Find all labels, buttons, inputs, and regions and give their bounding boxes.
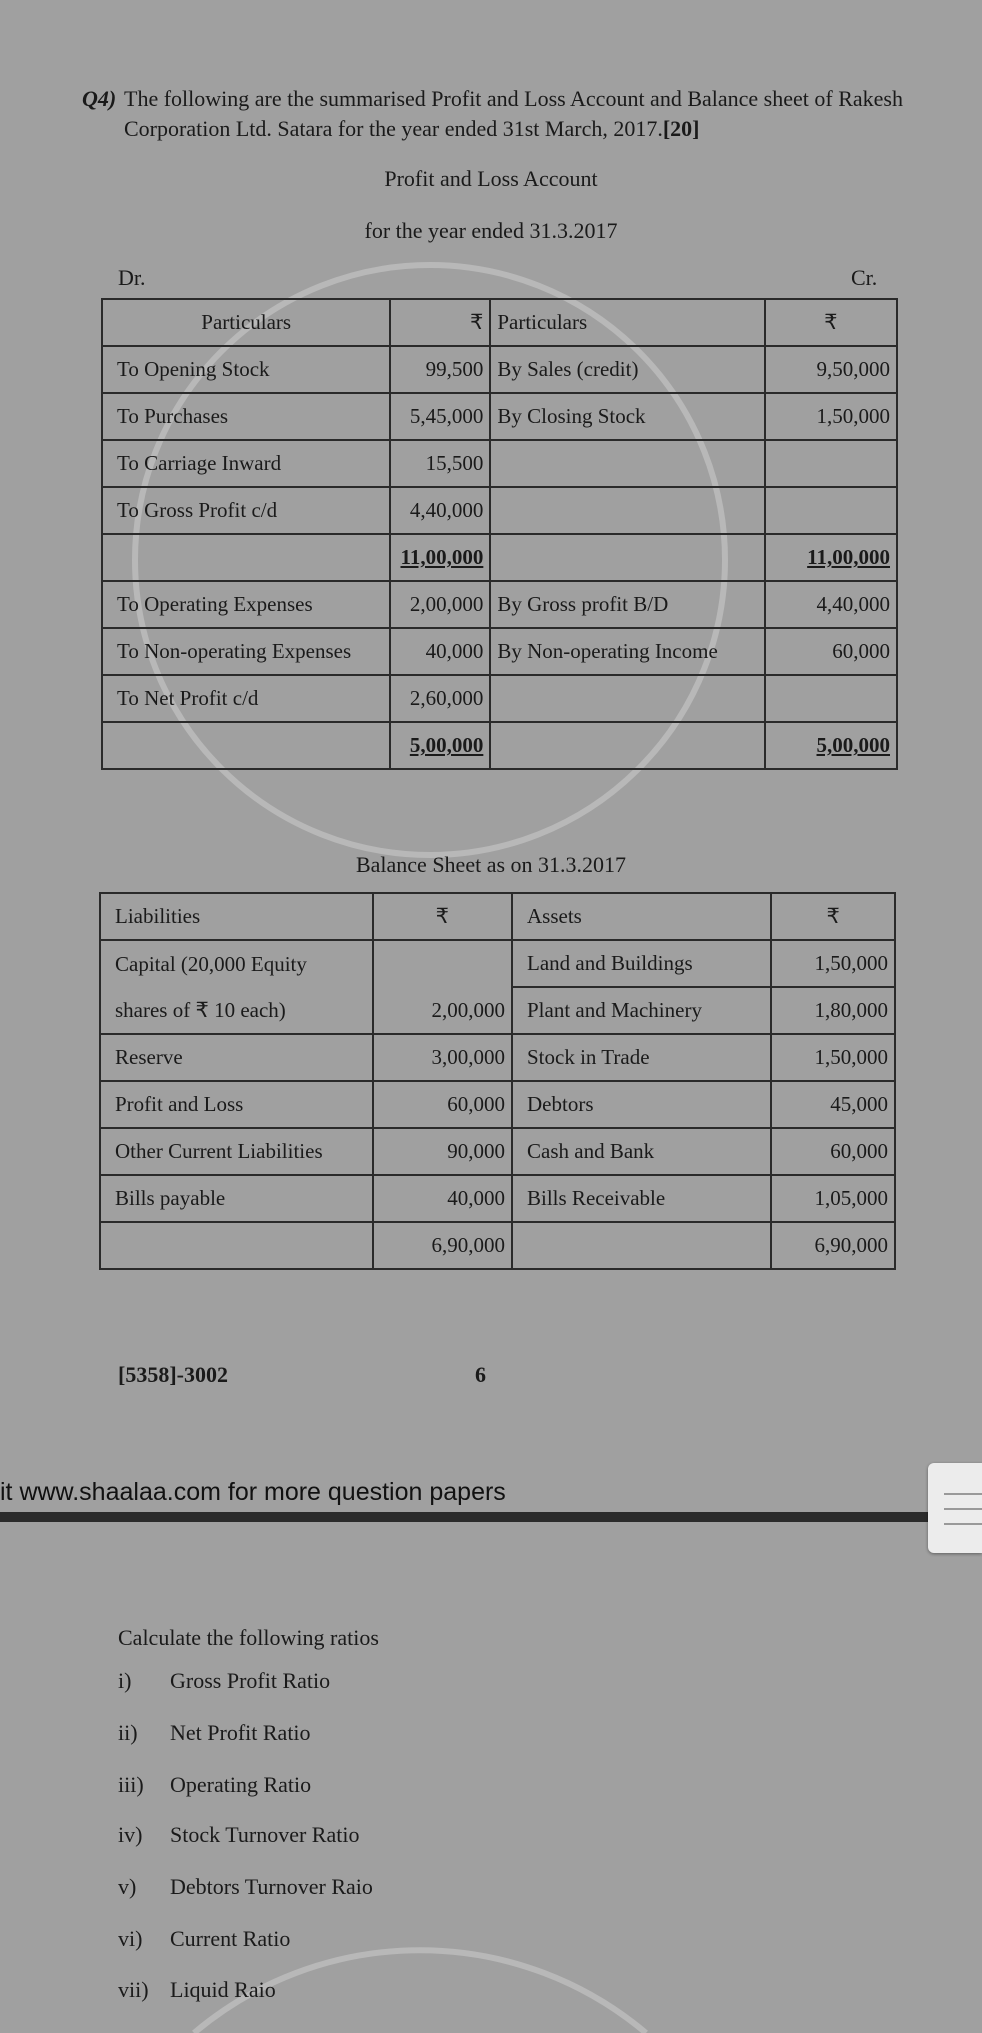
table-cell: 6,90,000 bbox=[771, 1222, 895, 1269]
table-cell: By Gross profit B/D bbox=[490, 581, 764, 628]
table-cell: 4,40,000 bbox=[390, 487, 490, 534]
table-cell bbox=[102, 722, 390, 769]
column-header: Assets bbox=[512, 893, 771, 940]
table-row bbox=[100, 940, 895, 987]
table-header-row bbox=[100, 893, 895, 940]
table-row bbox=[100, 987, 895, 1034]
question-number: Q4) bbox=[82, 86, 117, 111]
table-row bbox=[102, 487, 897, 534]
table-cell: 99,500 bbox=[390, 346, 490, 393]
menu-button[interactable] bbox=[928, 1463, 982, 1553]
table-cell: 5,00,000 bbox=[765, 722, 897, 769]
table-cell: 6,90,000 bbox=[373, 1222, 512, 1269]
table-row bbox=[100, 1222, 895, 1269]
pl-title: Profit and Loss Account bbox=[384, 166, 598, 191]
pl-subtitle: for the year ended 31.3.2017 bbox=[364, 218, 618, 243]
table-cell bbox=[373, 940, 512, 987]
table-cell: To Gross Profit c/d bbox=[102, 487, 390, 534]
table-row bbox=[100, 1175, 895, 1222]
table-cell bbox=[490, 440, 764, 487]
table-cell bbox=[490, 675, 764, 722]
table-cell bbox=[102, 534, 390, 581]
cr-label: Cr. bbox=[851, 265, 878, 290]
table-cell: To Purchases bbox=[102, 393, 390, 440]
table-row bbox=[102, 534, 897, 581]
table-cell: 3,00,000 bbox=[373, 1034, 512, 1081]
ratio-item: Current Ratio bbox=[170, 1926, 291, 1951]
table-row bbox=[102, 346, 897, 393]
table-cell bbox=[490, 722, 764, 769]
table-cell: To Carriage Inward bbox=[102, 440, 390, 487]
table-cell: 60,000 bbox=[765, 628, 897, 675]
ratio-item: Net Profit Ratio bbox=[170, 1720, 311, 1745]
table-cell: To Opening Stock bbox=[102, 346, 390, 393]
ratio-index: iii) bbox=[118, 1772, 144, 1797]
table-cell: To Net Profit c/d bbox=[102, 675, 390, 722]
column-header: ₹ bbox=[390, 299, 490, 346]
table-cell bbox=[100, 1222, 373, 1269]
table-cell: To Operating Expenses bbox=[102, 581, 390, 628]
table-cell: Stock in Trade bbox=[512, 1034, 771, 1081]
table-header-row bbox=[102, 299, 897, 346]
column-header: Particulars bbox=[102, 299, 390, 346]
table-cell: Capital (20,000 Equity bbox=[100, 940, 373, 987]
table-cell: 1,50,000 bbox=[771, 1034, 895, 1081]
ratio-index: v) bbox=[118, 1874, 137, 1899]
ratio-item: Liquid Raio bbox=[170, 1977, 276, 2002]
ratio-index: ii) bbox=[118, 1720, 138, 1745]
table-cell: 40,000 bbox=[390, 628, 490, 675]
ratio-item: Operating Ratio bbox=[170, 1772, 312, 1797]
table-row bbox=[102, 393, 897, 440]
column-header: ₹ bbox=[765, 299, 897, 346]
table-cell bbox=[490, 534, 764, 581]
banner-link[interactable]: it www.shaalaa.com for more question papers bbox=[0, 1478, 506, 1506]
table-cell bbox=[512, 1222, 771, 1269]
table-cell: By Sales (credit) bbox=[490, 346, 764, 393]
ratio-index: i) bbox=[118, 1668, 132, 1693]
table-cell: 2,60,000 bbox=[390, 675, 490, 722]
ratio-item: Gross Profit Ratio bbox=[170, 1668, 331, 1693]
table-cell: Other Current Liabilities bbox=[100, 1128, 373, 1175]
table-cell: 90,000 bbox=[373, 1128, 512, 1175]
table-cell: 5,00,000 bbox=[390, 722, 490, 769]
page-number: 6 bbox=[475, 1362, 486, 1387]
divider bbox=[0, 1512, 930, 1522]
table-row bbox=[100, 1034, 895, 1081]
ratio-index: iv) bbox=[118, 1822, 143, 1847]
table-cell: 60,000 bbox=[771, 1128, 895, 1175]
table-cell: Profit and Loss bbox=[100, 1081, 373, 1128]
menu-icon bbox=[944, 1493, 982, 1495]
table-row bbox=[102, 722, 897, 769]
table-cell: 1,50,000 bbox=[771, 940, 895, 987]
table-cell: 11,00,000 bbox=[390, 534, 490, 581]
table-cell: shares of ₹ 10 each) bbox=[100, 987, 373, 1034]
column-header: ₹ bbox=[771, 893, 895, 940]
table-cell: 60,000 bbox=[373, 1081, 512, 1128]
table-cell: 1,80,000 bbox=[771, 987, 895, 1034]
table-cell: 11,00,000 bbox=[765, 534, 897, 581]
table-cell: Land and Buildings bbox=[512, 940, 771, 987]
profit-loss-table bbox=[101, 298, 898, 770]
table-cell: Reserve bbox=[100, 1034, 373, 1081]
table-cell: 4,40,000 bbox=[765, 581, 897, 628]
table-cell: 9,50,000 bbox=[765, 346, 897, 393]
ratios-intro: Calculate the following ratios bbox=[118, 1625, 379, 1650]
table-row bbox=[102, 675, 897, 722]
table-cell: To Non-operating Expenses bbox=[102, 628, 390, 675]
table-cell: 2,00,000 bbox=[390, 581, 490, 628]
table-cell bbox=[765, 675, 897, 722]
table-cell bbox=[765, 440, 897, 487]
bs-title: Balance Sheet as on 31.3.2017 bbox=[355, 852, 627, 877]
table-cell: Bills payable bbox=[100, 1175, 373, 1222]
table-row bbox=[102, 440, 897, 487]
table-cell: 2,00,000 bbox=[373, 987, 512, 1034]
column-header: Particulars bbox=[490, 299, 764, 346]
table-cell: Debtors bbox=[512, 1081, 771, 1128]
ratio-item: Stock Turnover Ratio bbox=[170, 1822, 360, 1847]
table-cell: 15,500 bbox=[390, 440, 490, 487]
question-marks: [20] bbox=[662, 116, 700, 141]
table-cell bbox=[490, 487, 764, 534]
table-row bbox=[100, 1128, 895, 1175]
table-row bbox=[102, 581, 897, 628]
table-cell: 5,45,000 bbox=[390, 393, 490, 440]
table-cell: By Closing Stock bbox=[490, 393, 764, 440]
column-header: ₹ bbox=[373, 893, 512, 940]
table-cell: Cash and Bank bbox=[512, 1128, 771, 1175]
table-cell: Bills Receivable bbox=[512, 1175, 771, 1222]
ratio-item: Debtors Turnover Raio bbox=[170, 1874, 373, 1899]
table-cell: Plant and Machinery bbox=[512, 987, 771, 1034]
question-text: The following are the summarised Profit and Loss Account and Balance sheet of Rakesh Corporation Ltd. Satara for the year ended 31st March, 2017. bbox=[124, 86, 903, 141]
table-cell: By Non-operating Income bbox=[490, 628, 764, 675]
table-row bbox=[102, 628, 897, 675]
paper-code: [5358]-3002 bbox=[118, 1362, 228, 1387]
dr-label: Dr. bbox=[118, 265, 146, 290]
table-cell: 1,05,000 bbox=[771, 1175, 895, 1222]
table-cell: 1,50,000 bbox=[765, 393, 897, 440]
balance-sheet-table bbox=[99, 892, 896, 1270]
table-cell: 45,000 bbox=[771, 1081, 895, 1128]
column-header: Liabilities bbox=[100, 893, 373, 940]
table-cell bbox=[765, 487, 897, 534]
table-cell: 40,000 bbox=[373, 1175, 512, 1222]
table-row bbox=[100, 1081, 895, 1128]
ratio-index: vii) bbox=[118, 1977, 149, 2002]
ratio-index: vi) bbox=[118, 1926, 143, 1951]
